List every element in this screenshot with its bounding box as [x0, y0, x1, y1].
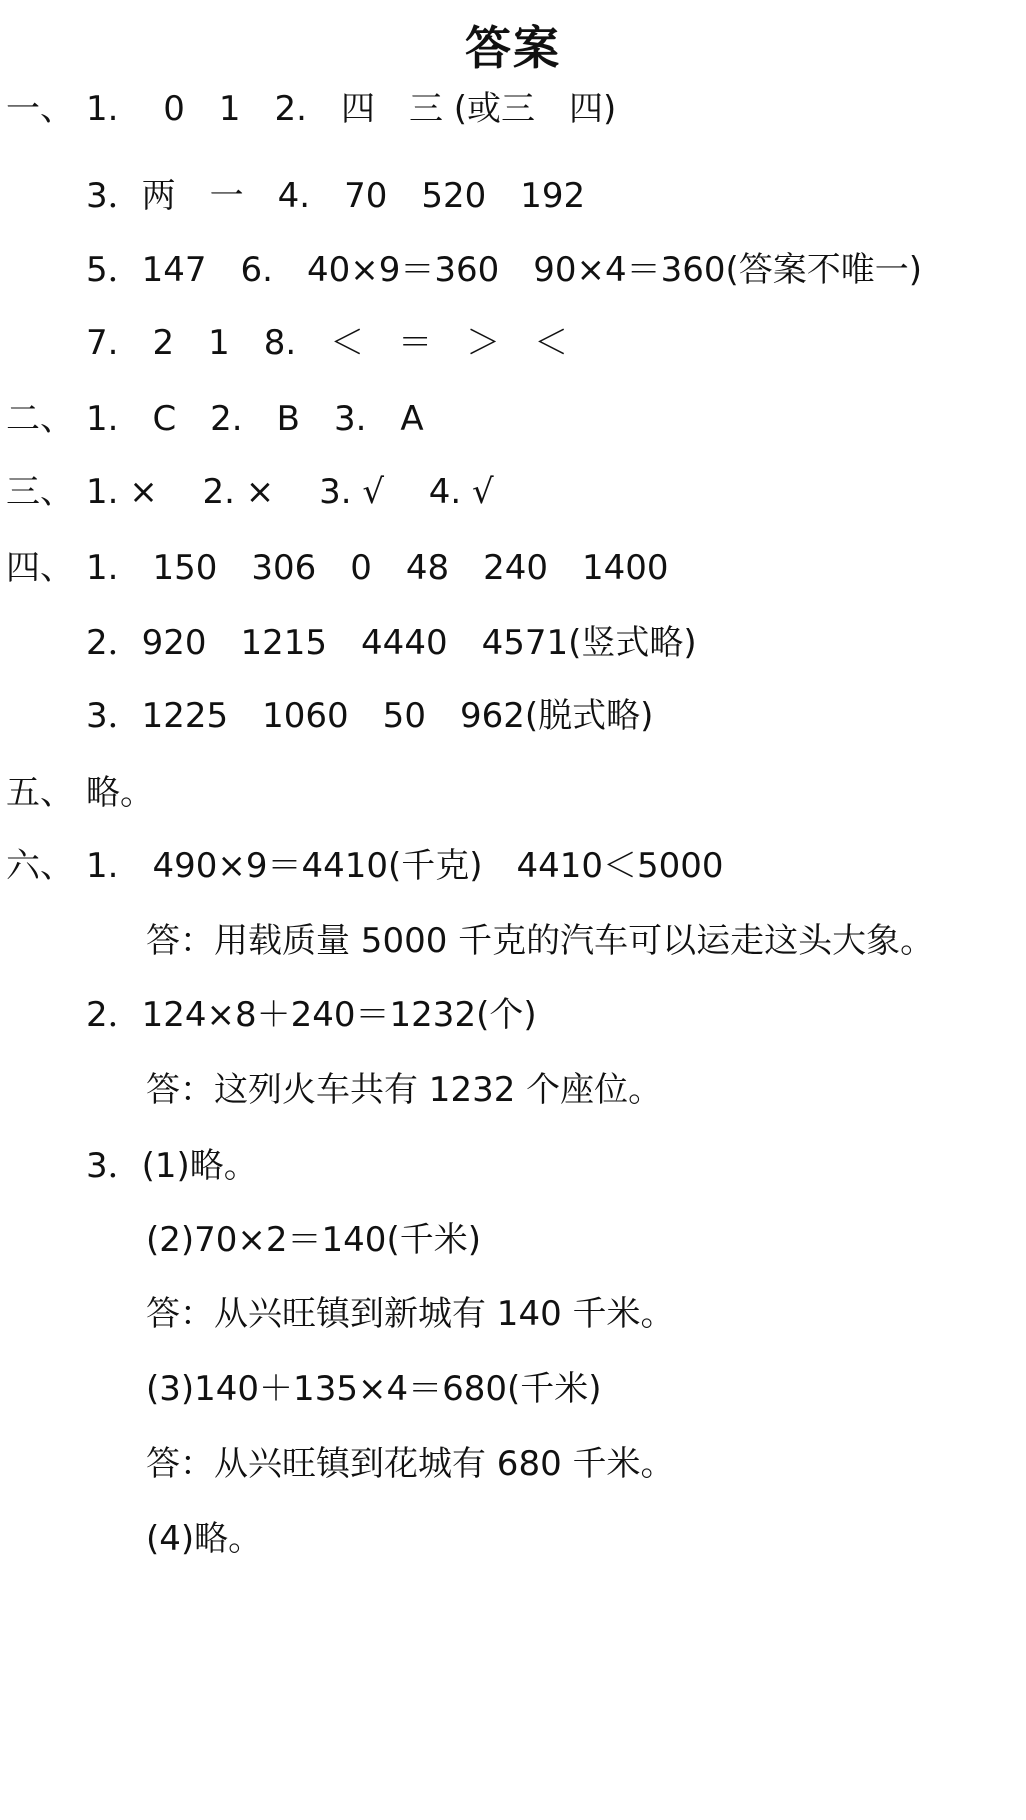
- answer-text: (2)70×2＝140(千米): [146, 1220, 481, 1260]
- answer-line: [0, 911, 1026, 971]
- answer-line: [0, 389, 1026, 449]
- answer-text: 7. 2 1 8. ＜ ＝ ＞ ＜: [86, 323, 569, 363]
- answer-text: 2．920 1215 4440 4571(竖式略): [86, 623, 697, 663]
- answer-text: 3．(1)略。: [86, 1146, 258, 1186]
- answer-text: (3)140＋135×4＝680(千米): [146, 1369, 602, 1409]
- answer-text: 3．两 一 4. 70 520 192: [86, 176, 586, 216]
- answer-line: [0, 462, 1026, 522]
- section-label: 二、: [6, 399, 74, 439]
- answer-text: 2．124×8＋240＝1232(个): [86, 995, 537, 1035]
- answer-text: 答：从兴旺镇到新城有 140 千米。: [146, 1294, 675, 1334]
- answer-text: 1. C 2. B 3. A: [86, 399, 424, 439]
- answer-line: [0, 1284, 1026, 1344]
- answer-text: 1. 150 306 0 48 240 1400: [86, 548, 669, 588]
- answer-text: 答：从兴旺镇到花城有 680 千米。: [146, 1444, 675, 1484]
- answer-line: [0, 686, 1026, 746]
- answer-line: [0, 166, 1026, 226]
- section-label: 一、: [6, 89, 74, 129]
- answer-line: [0, 1509, 1026, 1569]
- answer-text: 5．147 6. 40×9＝360 90×4＝360(答案不唯一): [86, 250, 923, 290]
- answer-line: [0, 1210, 1026, 1270]
- section-label: 六、: [6, 846, 74, 886]
- answer-line: [0, 1136, 1026, 1196]
- answer-text: 答：用载质量 5000 千克的汽车可以运走这头大象。: [146, 921, 935, 961]
- answer-line: [0, 836, 1026, 896]
- answer-text: 1. × 2. × 3. √ 4. √: [86, 472, 494, 512]
- answer-text: 略。: [86, 773, 154, 813]
- answer-text: 1. 490×9＝4410(千克) 4410＜5000: [86, 846, 724, 886]
- answer-line: [0, 1359, 1026, 1419]
- answer-line: [0, 313, 1026, 373]
- section-label: 五、: [6, 773, 74, 813]
- section-label: 三、: [6, 472, 74, 512]
- answer-line: [0, 985, 1026, 1045]
- answer-line: [0, 1434, 1026, 1494]
- answer-line: [0, 1060, 1026, 1120]
- section-label: 四、: [6, 548, 74, 588]
- page-title: 答案: [465, 21, 561, 75]
- answer-text: 答：这列火车共有 1232 个座位。: [146, 1070, 663, 1110]
- answer-text: 3．1225 1060 50 962(脱式略): [86, 696, 654, 736]
- answer-text: 1. 0 1 2. 四 三 (或三 四): [86, 89, 617, 129]
- answer-line: [0, 79, 1026, 139]
- answer-text: (4)略。: [146, 1519, 263, 1559]
- answer-line: [0, 240, 1026, 300]
- answer-line: [0, 613, 1026, 673]
- answer-line: [0, 538, 1026, 598]
- answer-line: [0, 763, 1026, 823]
